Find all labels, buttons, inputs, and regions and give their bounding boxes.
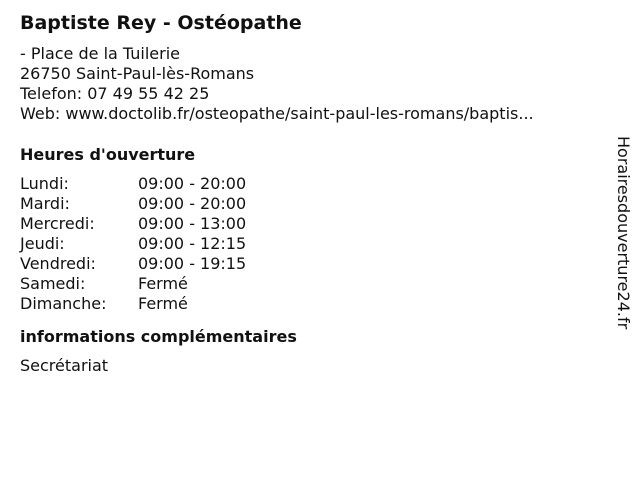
day-label: Samedi: <box>20 274 86 293</box>
day-label: Mardi: <box>20 194 70 213</box>
hours-value: 09:00 - 13:00 <box>138 214 247 233</box>
listing-content <box>20 10 600 376</box>
site-brand-label: Horairesdouverture24.fr <box>614 136 633 330</box>
day-label: Jeudi: <box>20 234 65 253</box>
day-label: Mercredi: <box>20 214 95 233</box>
hours-row-thursday <box>20 234 600 254</box>
hours-value: 09:00 - 20:00 <box>138 174 247 193</box>
hours-value: Fermé <box>138 294 188 313</box>
additional-info-text: Secrétariat <box>20 356 109 375</box>
hours-value: 09:00 - 12:15 <box>138 234 247 253</box>
hours-value: 09:00 - 20:00 <box>138 194 247 213</box>
phone-text: Telefon: 07 49 55 42 25 <box>20 84 210 103</box>
hours-row-saturday <box>20 274 600 294</box>
hours-row-sunday <box>20 294 600 314</box>
website-text: Web: www.doctolib.fr/osteopathe/saint-paul-les-romans/baptis... <box>20 104 534 123</box>
hours-row-friday <box>20 254 600 274</box>
day-label: Dimanche: <box>20 294 107 313</box>
opening-hours-table <box>20 174 600 314</box>
hours-row-wednesday <box>20 214 600 234</box>
day-label: Lundi: <box>20 174 69 193</box>
address-line-1: - Place de la Tuilerie <box>20 44 180 63</box>
hours-value: Fermé <box>138 274 188 293</box>
opening-hours-heading: Heures d'ouverture <box>20 145 196 164</box>
business-name: Baptiste Rey - Ostéopathe <box>20 12 302 34</box>
hours-value: 09:00 - 19:15 <box>138 254 247 273</box>
address-line-2: 26750 Saint-Paul-lès-Romans <box>20 64 255 83</box>
hours-row-monday <box>20 174 600 194</box>
hours-row-tuesday <box>20 194 600 214</box>
additional-info-heading: informations complémentaires <box>20 327 297 346</box>
day-label: Vendredi: <box>20 254 96 273</box>
